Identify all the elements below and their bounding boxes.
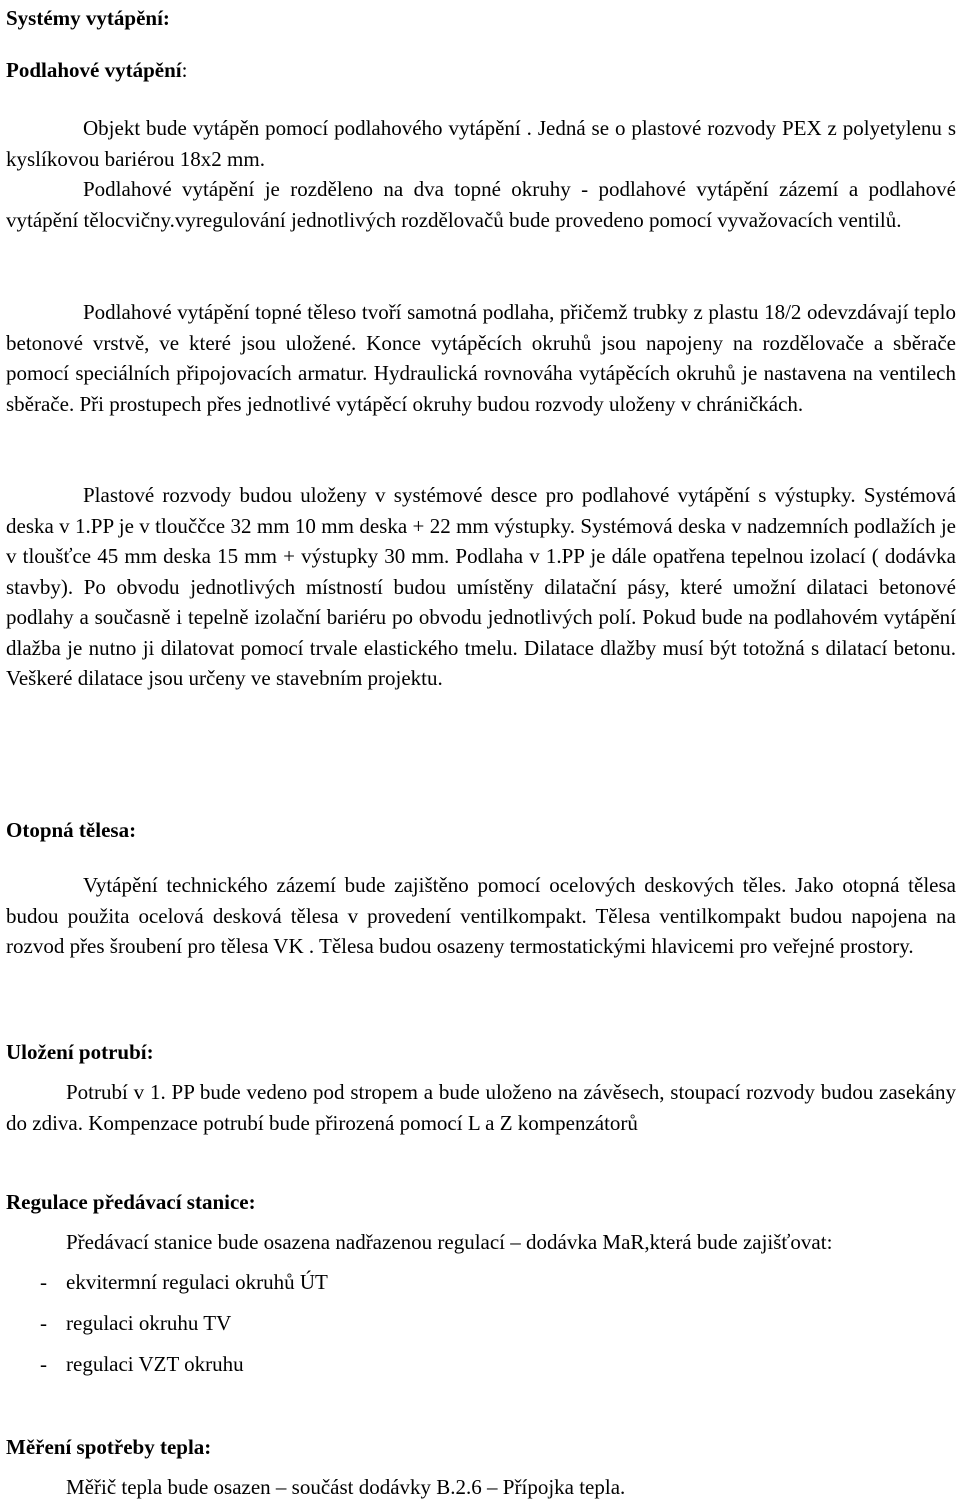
list-item-text: regulaci okruhu TV xyxy=(66,1311,232,1335)
list-bullet: - xyxy=(40,1311,47,1335)
section-heading-floor-heating-colon: : xyxy=(181,58,188,82)
list-item xyxy=(6,1349,244,1380)
section-heading-radiators: Otopná tělesa: xyxy=(6,818,137,842)
list-item xyxy=(6,1308,231,1339)
section-heading-metering: Měření spotřeby tepla: xyxy=(6,1435,212,1459)
list-bullet: - xyxy=(40,1270,47,1294)
paragraph-regulation: Předávací stanice bude osazena nadřazenou regulací – dodávka MaR,která bude zajišťovat: xyxy=(66,1230,833,1254)
list-bullet: - xyxy=(40,1352,47,1376)
paragraph-metering: Měřič tepla bude osazen – součást dodávky B.2.6 – Přípojka tepla. xyxy=(66,1475,626,1499)
list-item-text: regulaci VZT okruhu xyxy=(66,1352,244,1376)
paragraph-floor-heating-distribution: Plastové rozvody budou uloženy v systémové desce pro podlahové vytápění s výstupky. Systémová deska v 1.PP je v tlouččce 32 mm 10 mm deska + 22 mm výstupky. Systémová deska v nadzemních podlažích je v tloušťce 45 mm deska 15 mm + výstupky 30 mm. Podlaha v 1.PP je dále opatřena tepelnou izolací ( dodávka stavby). Po obvodu jednotlivých místností budou umístěny dilatační pásy, které umožní dilataci betonové podlahy a současně i tepelně izolační bariéru po obvodu jednotlivých polí. Pokud bude na podlahovém vytápění dlažba je nutno ji dilatovat pomocí trvale elastického tmelu. Dilatace dlažby musí být totožná s dilatací betonu. Veškeré dilatace jsou určeny ve stavebním projektu. xyxy=(6,483,956,690)
page-title: Systémy vytápění: xyxy=(6,6,170,30)
section-heading-regulation: Regulace předávací stanice: xyxy=(6,1190,256,1214)
section-heading-piping: Uložení potrubí: xyxy=(6,1040,154,1064)
list-item-text: ekvitermní regulaci okruhů ÚT xyxy=(66,1270,328,1294)
paragraph-floor-heating-description: Podlahové vytápění topné těleso tvoří samotná podlaha, přičemž trubky z plastu 18/2 odevzdávají teplo betonové vrstvě, ve které jsou uložené. Konce vytápěcích okruhů jsou napojeny na rozdělovače a sběrače pomocí speciálních připojovacích armatur. Hydraulická rovnováha vytápěcích okruhů je nastavena na ventilech sběrače. Při prostupech přes jednotlivé vytápěcí okruhy budou rozvody uloženy v chráničkách. xyxy=(6,300,956,416)
section-heading-floor-heating-text: Podlahové vytápění xyxy=(6,58,182,82)
section-heading-floor-heating xyxy=(6,55,187,85)
paragraph-floor-heating-intro: Objekt bude vytápěn pomocí podlahového vytápění . Jedná se o plastové rozvody PEX z polyetylenu s kyslíkovou bariérou 18x2 mm. xyxy=(6,116,956,171)
paragraph-piping: Potrubí v 1. PP bude vedeno pod stropem a bude uloženo na závěsech, stoupací rozvody budou zasekány do zdiva. Kompenzace potrubí bude přirozená pomocí L a Z kompenzátorů xyxy=(6,1080,956,1135)
paragraph-radiators: Vytápění technického zázemí bude zajištěno pomocí ocelových deskových těles. Jako otopná tělesa budou použita ocelová desková tělesa v provedení ventilkompakt. Tělesa ventilkompakt budou napojena na rozvod přes šroubení pro tělesa VK . Tělesa budou osazeny termostatickými hlavicemi pro veřejné prostory. xyxy=(6,873,956,958)
paragraph-floor-heating-circuits: Podlahové vytápění je rozděleno na dva topné okruhy - podlahové vytápění zázemí a podlahové vytápění tělocvičny.vyregulování jednotlivých rozdělovačů bude provedeno pomocí vyvažovacích ventilů. xyxy=(6,177,956,232)
list-item xyxy=(6,1267,328,1298)
